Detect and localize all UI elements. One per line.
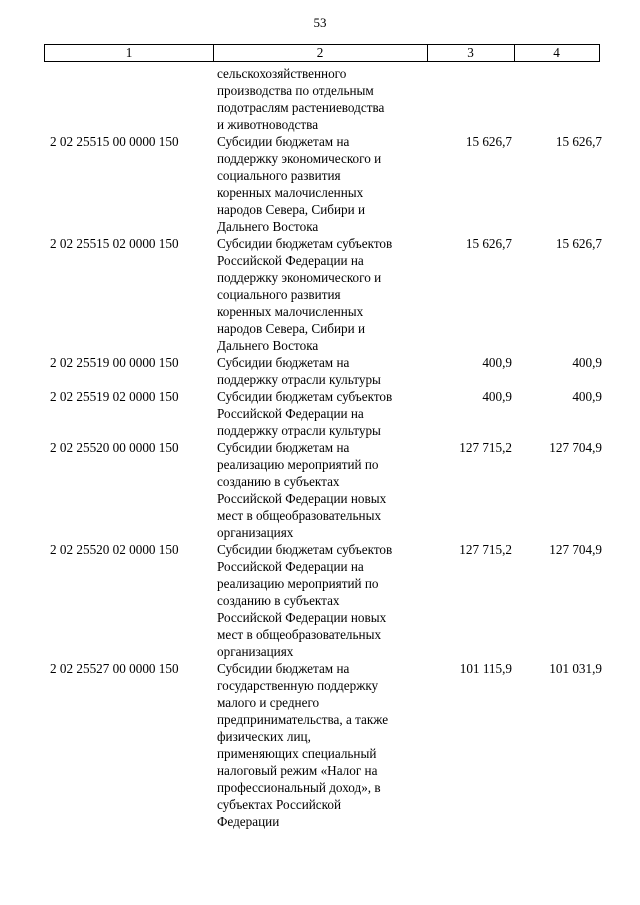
row-code: 2 02 25515 00 0000 150 — [50, 134, 179, 149]
description-line: Российской Федерации новых — [217, 610, 387, 625]
row-code: 2 02 25519 02 0000 150 — [50, 389, 179, 404]
description-line: Дальнего Востока — [217, 219, 319, 234]
description-line: физических лиц, — [217, 729, 311, 744]
description-line: и животноводства — [217, 117, 319, 132]
row-value-col4: 127 704,9 — [549, 542, 602, 557]
description-line: Субсидии бюджетам субъектов — [217, 389, 393, 404]
description-line: производства по отдельным — [217, 83, 374, 98]
description-line: социального развития — [217, 287, 341, 302]
description-line: коренных малочисленных — [217, 304, 364, 319]
row-description — [217, 65, 432, 133]
row-description — [217, 541, 432, 660]
description-line: реализацию мероприятий по — [217, 576, 379, 591]
description-line: сельскохозяйственного — [217, 66, 347, 81]
row-value-col4: 400,9 — [572, 389, 602, 404]
row-code: 2 02 25527 00 0000 150 — [50, 661, 179, 676]
row-value-col4: 15 626,7 — [555, 236, 602, 251]
description-line: профессиональный доход», в — [217, 780, 381, 795]
row-value-col3: 400,9 — [482, 389, 512, 404]
row-description — [217, 388, 432, 439]
page-number: 53 — [313, 15, 327, 30]
row-description — [217, 354, 432, 388]
description-line: субъектах Российской — [217, 797, 342, 812]
description-line: поддержку отрасли культуры — [217, 423, 381, 438]
row-value-col3: 15 626,7 — [465, 236, 512, 251]
description-line: реализацию мероприятий по — [217, 457, 379, 472]
row-value-col3: 101 115,9 — [459, 661, 512, 676]
description-line: Российской Федерации на — [217, 406, 364, 421]
description-line: Субсидии бюджетам на — [217, 355, 350, 370]
row-description — [217, 133, 432, 235]
row-description — [217, 235, 432, 354]
row-description — [217, 660, 432, 830]
row-value-col4: 15 626,7 — [555, 134, 602, 149]
header-col-4: 4 — [553, 45, 560, 60]
description-line: Субсидии бюджетам субъектов — [217, 236, 393, 251]
description-line: коренных малочисленных — [217, 185, 364, 200]
description-line: Субсидии бюджетам на — [217, 440, 350, 455]
row-value-col3: 15 626,7 — [465, 134, 512, 149]
description-line: Российской Федерации на — [217, 253, 364, 268]
description-line: поддержку экономического и — [217, 151, 382, 166]
table-header — [44, 44, 600, 62]
description-line: подотраслям растениеводства — [217, 100, 385, 115]
description-line: применяющих специальный — [217, 746, 377, 761]
description-line: государственную поддержку — [217, 678, 379, 693]
row-code: 2 02 25515 02 0000 150 — [50, 236, 179, 251]
description-line: созданию в субъектах — [217, 593, 340, 608]
description-line: Федерации — [217, 814, 280, 829]
description-line: поддержку экономического и — [217, 270, 382, 285]
description-line: созданию в субъектах — [217, 474, 340, 489]
description-line: мест в общеобразовательных — [217, 627, 382, 642]
row-value-col4: 400,9 — [572, 355, 602, 370]
description-line: организациях — [217, 644, 294, 659]
description-line: Российской Федерации на — [217, 559, 364, 574]
row-code: 2 02 25520 00 0000 150 — [50, 440, 179, 455]
description-line: поддержку отрасли культуры — [217, 372, 381, 387]
description-line: социального развития — [217, 168, 341, 183]
description-line: налоговый режим «Налог на — [217, 763, 378, 778]
description-line: народов Севера, Сибири и — [217, 321, 366, 336]
description-line: мест в общеобразовательных — [217, 508, 382, 523]
row-description — [217, 439, 432, 541]
row-value-col4: 101 031,9 — [549, 661, 602, 676]
description-line: Субсидии бюджетам субъектов — [217, 542, 393, 557]
row-value-col3: 127 715,2 — [459, 542, 512, 557]
row-value-col3: 400,9 — [482, 355, 512, 370]
row-code: 2 02 25519 00 0000 150 — [50, 355, 179, 370]
description-line: Российской Федерации новых — [217, 491, 387, 506]
description-line: Субсидии бюджетам на — [217, 661, 350, 676]
description-line: Субсидии бюджетам на — [217, 134, 350, 149]
header-col-1: 1 — [45, 45, 214, 61]
row-value-col3: 127 715,2 — [459, 440, 512, 455]
description-line: Дальнего Востока — [217, 338, 319, 353]
description-line: организациях — [217, 525, 294, 540]
description-line: народов Севера, Сибири и — [217, 202, 366, 217]
row-code: 2 02 25520 02 0000 150 — [50, 542, 179, 557]
row-value-col4: 127 704,9 — [549, 440, 602, 455]
description-line: малого и среднего — [217, 695, 320, 710]
description-line: предпринимательства, а также — [217, 712, 389, 727]
header-col-3: 3 — [427, 45, 515, 61]
header-col-2: 2 — [213, 45, 428, 61]
